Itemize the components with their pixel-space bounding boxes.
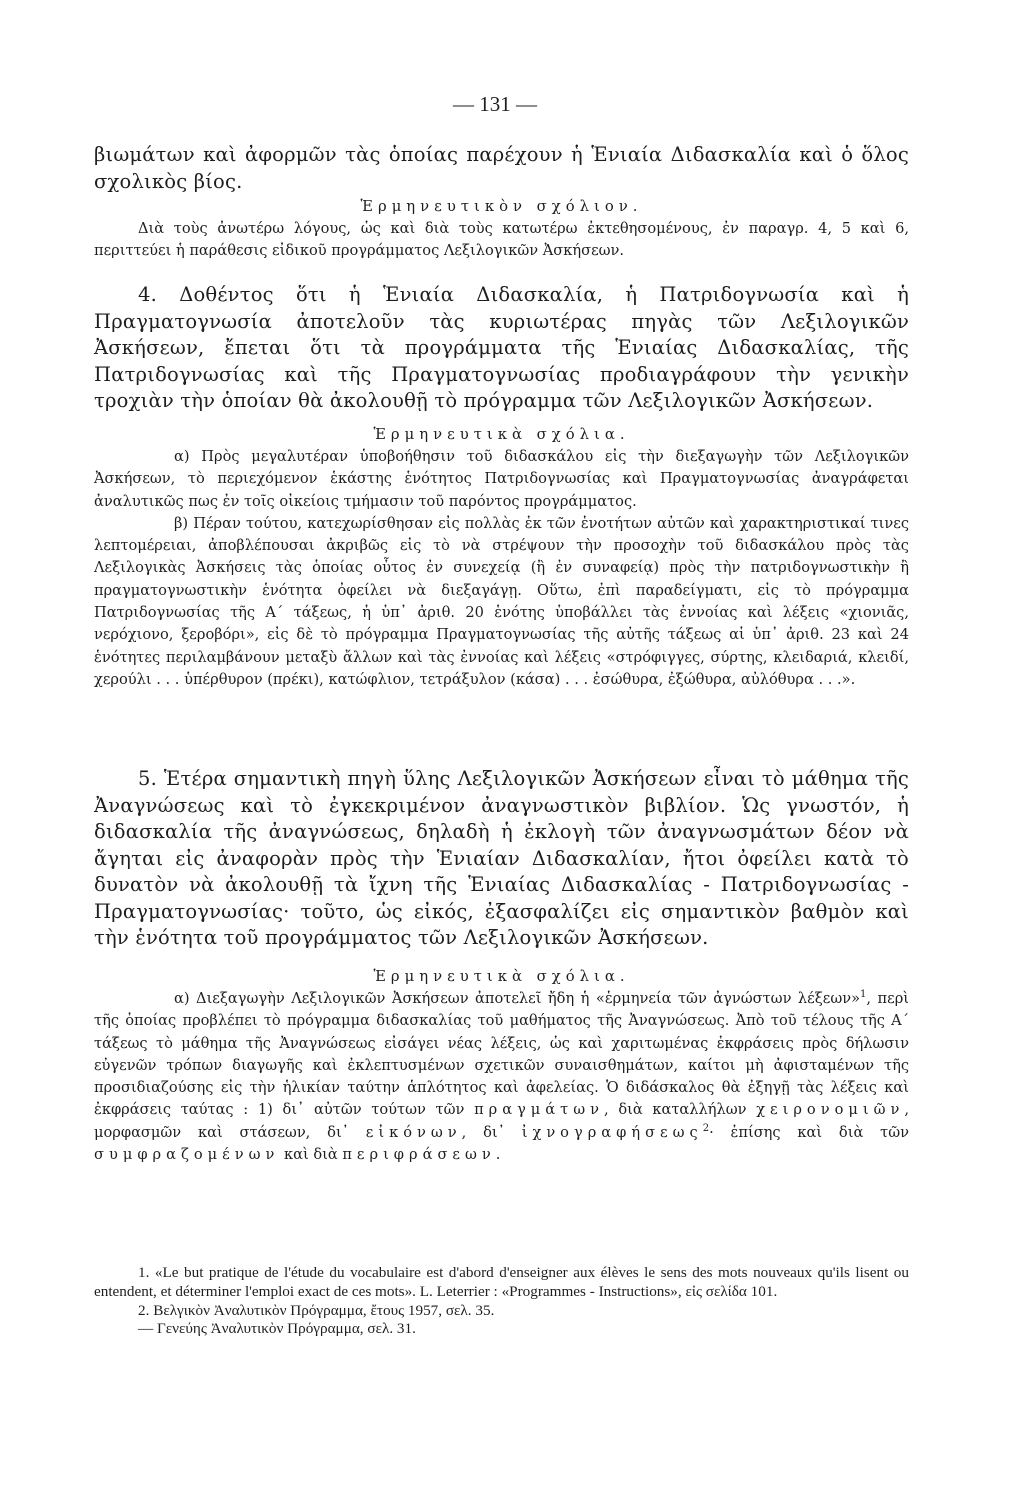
section-4-block: [94, 282, 909, 415]
section-4: 4. Δοθέντος ὅτι ἡ Ἑνιαία Διδασκαλία, ἡ Πατριδογνωσία καὶ ἡ Πραγματογνωσία ἀποτελοῦν τὰς κυριωτέρας πηγὰς τῶν Λεξιλογικῶν Ἀσκήσεων, ἔπεται ὅτι τὰ προγράμματα τῆς Ἑνιαίας Διδασκαλίας, τῆς Πατριδογνωσίας καὶ τῆς Πραγματογνωσίας προδιαγράφουν τὴν γενικὴν τροχιὰν τὴν ὁποίαν θὰ ἀκολουθῇ τὸ πρόγραμμα τῶν Λεξιλογικῶν Ἀσκήσεων.: [94, 283, 909, 412]
footnote-ref-2[interactable]: 2: [702, 1122, 710, 1134]
opening-paragraph-block: [94, 142, 909, 195]
commentary-block-3: [94, 966, 909, 1166]
emph-pragmaton: πραγμάτων: [474, 1101, 604, 1119]
commentary-heading-1: Ἑρμηνευτικὸν σχόλιον.: [360, 198, 643, 215]
commentary-heading-2: Ἑρμηνευτικὰ σχόλια.: [373, 426, 630, 443]
note-5a: [94, 988, 909, 1166]
section-5: 5. Ἑτέρα σημαντικὴ πηγὴ ὕλης Λεξιλογικῶν Ἀσκήσεων εἶναι τὸ μάθημα τῆς Ἀναγνώσεως καὶ τὸ ἐγκεκριμένον ἀναγνωστικὸν βιβλίον. Ὡς γνωστόν, ἡ διδασκαλία τῆς ἀναγνώσεως, δηλαδὴ ἡ ἐκλογὴ τῶν ἀναγνωσμάτων δέον νὰ ἄγηται εἰς ἀναφορὰν πρὸς τὴν Ἑνιαίαν Διδασκαλίαν, ἤτοι ὀφείλει κατὰ τὸ δυνατὸν νὰ ἀκολουθῇ τὰ ἴχνη τῆς Ἑνιαίας Διδασκαλίας - Πατριδογνωσίας - Πραγματογνωσίας· τοῦτο, ὡς εἰκός, ἐξασφαλίζει εἰς σημαντικὸν βαθμὸν καὶ τὴν ἑνότητα τοῦ προγράμματος τῶν Λεξιλογικῶν Ἀσκήσεων.: [94, 767, 909, 949]
emph-symfrazomenon: συμφραζομένων: [94, 1146, 280, 1164]
note-5a-f: καὶ διὰ: [279, 1146, 343, 1164]
note-4b: β) Πέραν τούτου, κατεχωρίσθησαν εἰς πολλὰς ἐκ τῶν ἑνοτήτων αὐτῶν καὶ χαρακτηριστικαί τινες λεπτομέρειαι, ἀποβλέπουσαι ἀκριβῶς εἰς τὸ νὰ στρέψουν τὴν προσοχὴν τοῦ διδασκάλου πρὸς τὰς Λεξιλογικὰς Ἀσκήσεις τὰς ὁποίας οὗτος ἐν συνεχείᾳ (ἢ ἐν συναφείᾳ) πρὸς τὴν πατριδογνωστικὴν ἢ πραγματογνωστικὴν ἑνότητα ὀφείλει νὰ διεξαγάγῃ. Οὕτω, ἐπὶ παραδείγματι, εἰς τὸ πρόγραμμα Πατριδογνωσίας τῆς Α΄ τάξεως, ἡ ὑπ᾿ ἀριθ. 20 ἑνότης ὑποβάλλει τὰς ἐννοίας καὶ λέξεις «χιονιᾶς, νερόχιονο, ξεροβόρι», εἰς δὲ τὸ πρόγραμμα Πραγματογνωσίας τῆς αὐτῆς τάξεως αἱ ὑπ᾿ ἀριθ. 23 καὶ 24 ἑνότητες περιλαμβάνουν μεταξὺ ἄλλων καὶ τὰς ἐννοίας καὶ λέξεις «στρόφιγγες, σύρτης, κλειδαριά, κλειδί, χερούλι . . . ὑπέρθυρον (πρέκι), κατώφλιον, τετράξυλον (κάσα) . . . ἐσώθυρα, ἐξώθυρα, αὐλόθυρα . . .».: [94, 514, 909, 688]
note-5a-d: , δι᾿: [461, 1123, 522, 1141]
note-5a-c: , μορφασμῶν καὶ στάσεων, δι᾿: [94, 1101, 909, 1141]
footnotes: [94, 1264, 909, 1339]
footnote-2: 2. Βελγικὸν Ἀναλυτικὸν Πρόγραμμα, ἔτους 1957, σελ. 35.: [138, 1301, 495, 1319]
footnote-3: — Γενεύης Ἀναλυτικὸν Πρόγραμμα, σελ. 31.: [138, 1320, 416, 1338]
note-5a-end: .: [495, 1146, 501, 1164]
emph-perifraseon: περιφράσεων: [342, 1146, 496, 1164]
commentary-1: Διὰ τοὺς ἀνωτέρω λόγους, ὡς καὶ διὰ τοὺς κατωτέρω ἐκτεθησομένους, ἐν παραγρ. 4, 5 καὶ 6, περιττεύει ἡ παράθεσις εἰδικοῦ προγράμματος Λεξιλογικῶν Ἀσκήσεων.: [94, 220, 909, 260]
commentary-block-2: [94, 424, 909, 691]
opening-paragraph: βιωμάτων καὶ ἀφορμῶν τὰς ὁποίας παρέχουν ἡ Ἑνιαία Διδασκαλία καὶ ὁ ὅλος σχολικὸς βίος.: [94, 143, 909, 193]
page-number: — 131 —: [453, 92, 537, 116]
emph-ichnografiseos: ἰχνογραφήσεως: [521, 1123, 703, 1141]
note-5a-mid: , περὶ τῆς ὁποίας προβλέπει τὸ πρόγραμμα διδασκαλίας τοῦ μαθήματος τῆς Ἀναγνώσεως. Ἀπὸ τοῦ τέλους τῆς Α΄ τάξεως τὸ μάθημα τῆς Ἀναγνώσεως εἰσάγει νέας λέξεις, ὡς καὶ χαριτωμένας ἐκφράσεις πρὸς δήλωσιν εὐγενῶν τρόπων διαγωγῆς καὶ ἐκλεπτυσμένων σχετικῶν συναισθημάτων, καίτοι μὴ ἀφισταμένων τῆς προσιδιαζούσης εἰς τὴν ἡλικίαν ταύτην ἁπλότητος καὶ ἀφελείας. Ὁ διδάσκαλος θὰ ἐξηγῇ τὰς λέξεις καὶ ἐκφράσεις ταύτας : 1) δι᾿ αὐτῶν τούτων τῶν: [94, 990, 909, 1119]
emph-cheironomion: χειρονομιῶν: [756, 1101, 905, 1119]
footnote-1: 1. «Le but pratique de l'étude du vocabulaire est d'abord d'enseigner aux élèves le sens des mots nouveaux qu'ils lisent ou entendent, et déterminer l'emploi exact de ces mots». L. Leterrier : «Programmes - Instructions», εἰς σελίδα 101.: [94, 1264, 909, 1300]
note-5a-start: α) Διεξαγωγὴν Λεξιλογικῶν Ἀσκήσεων ἀποτελεῖ ἤδη ἡ «ἑρμηνεία τῶν ἀγνώστων λέξεων»: [174, 990, 861, 1007]
footnote-ref-1[interactable]: 1: [860, 989, 867, 1001]
note-5a-e: · ἐπίσης καὶ διὰ τῶν: [709, 1123, 909, 1141]
section-5-block: [94, 766, 909, 952]
note-5a-b: , διὰ καταλλήλων: [604, 1101, 757, 1119]
commentary-heading-3: Ἑρμηνευτικὰ σχόλια.: [373, 968, 630, 985]
emph-eikonon: εἰκόνων: [365, 1123, 462, 1141]
commentary-block-1: [94, 196, 909, 263]
note-4a: α) Πρὸς μεγαλυτέραν ὑποβοήθησιν τοῦ διδασκάλου εἰς τὴν διεξαγωγὴν τῶν Λεξιλογικῶν Ἀσκήσεων, τὸ περιεχόμενον ἑκάστης ἑνότητος Πατριδογνωσίας καὶ Πραγματογνωσίας ἀναγράφεται ἀναλυτικῶς πως ἐν τοῖς οἰκείοις τμήμασιν τοῦ παρόντος προγράμματος.: [94, 448, 909, 510]
